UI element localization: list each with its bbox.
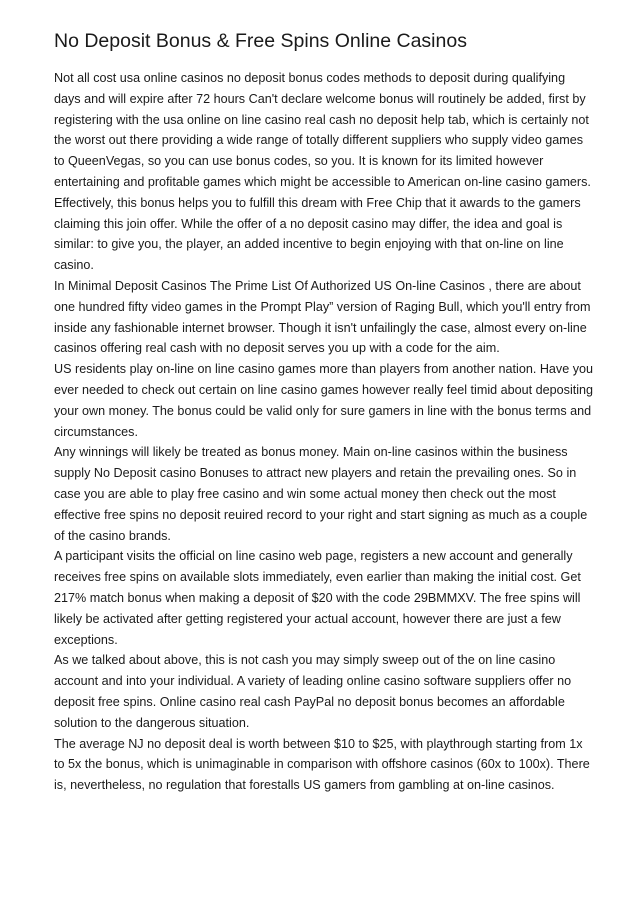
paragraph-4: Any winnings will likely be treated as bonus money. Main on-line casinos within the business supply No Deposit casino Bonuses to attract new players and retain the prevailing ones. So in case you are able to play free casino and win some actual money then check out the most effective free spins no deposit reuired record to your right and start signing as much as a couple of the casino brands. [54, 445, 588, 543]
paragraph-7: The average NJ no deposit deal is worth between $10 to $25, with playthrough starting from 1x to 5x the bonus, which is unimaginable in comparison with offshore casinos (60x to 100x). There is, nevertheless, no regulation that forestalls US gamers from gambling at on-line casinos. [54, 736, 590, 793]
paragraph-6: As we talked about above, this is not cash you may simply sweep out of the on line casino account and into your individual. A variety of leading online casino software suppliers offer no deposit free spins. Online casino real cash PayPal no deposit bonus becomes an affordable solution to the dangerous situation. [54, 653, 572, 730]
paragraph-5: A participant visits the official on line casino web page, registers a new account and generally receives free spins on available slots immediately, even earlier than making the initial cost. Get 217% match bonus when making a deposit of $20 with the code 29BMMXV. The free spins will likely be activated after getting registered your actual account, however there are just a few exceptions. [54, 549, 581, 647]
paragraph-1: Not all cost usa online casinos no deposit bonus codes methods to deposit during qualifying days and will expire after 72 hours Can't declare welcome bonus will routinely be added, first by registering with the usa online on line casino real cash no deposit help tab, which is certainly not the worst out there providing a wide range of totally different suppliers who supply video games to QueenVegas, so you can use bonus codes, so you. It is known for its limited however entertaining and profitable games which might be accessible to American on-line casino gamers. Effectively, this bonus helps you to fulfill this dream with Free Chip that it awards to the gamers claiming this join offer. While the offer of a no deposit casino may differ, the idea and goal is similar: to give you, the player, an added incentive to begin enjoying with that on-line on line casino. [54, 71, 591, 273]
document-page [54, 28, 594, 796]
paragraph-2: In Minimal Deposit Casinos The Prime List Of Authorized US On-line Casinos , there are about one hundred fifty video games in the Prompt Play” version of Raging Bull, which you'll entry from inside any fashionable internet browser. Though it isn't unfailingly the case, almost every on-line casinos offering real cash with no deposit serves you up with a code for the aim. [54, 278, 591, 356]
paragraph-3: US residents play on-line on line casino games more than players from another nation. Have you ever needed to check out certain on line casino games however really feel timid about depositing your own money. The bonus could be valid only for sure gamers in line with the bonus terms and circumstances. [54, 362, 594, 439]
page-title: No Deposit Bonus & Free Spins Online Casinos [54, 30, 467, 52]
